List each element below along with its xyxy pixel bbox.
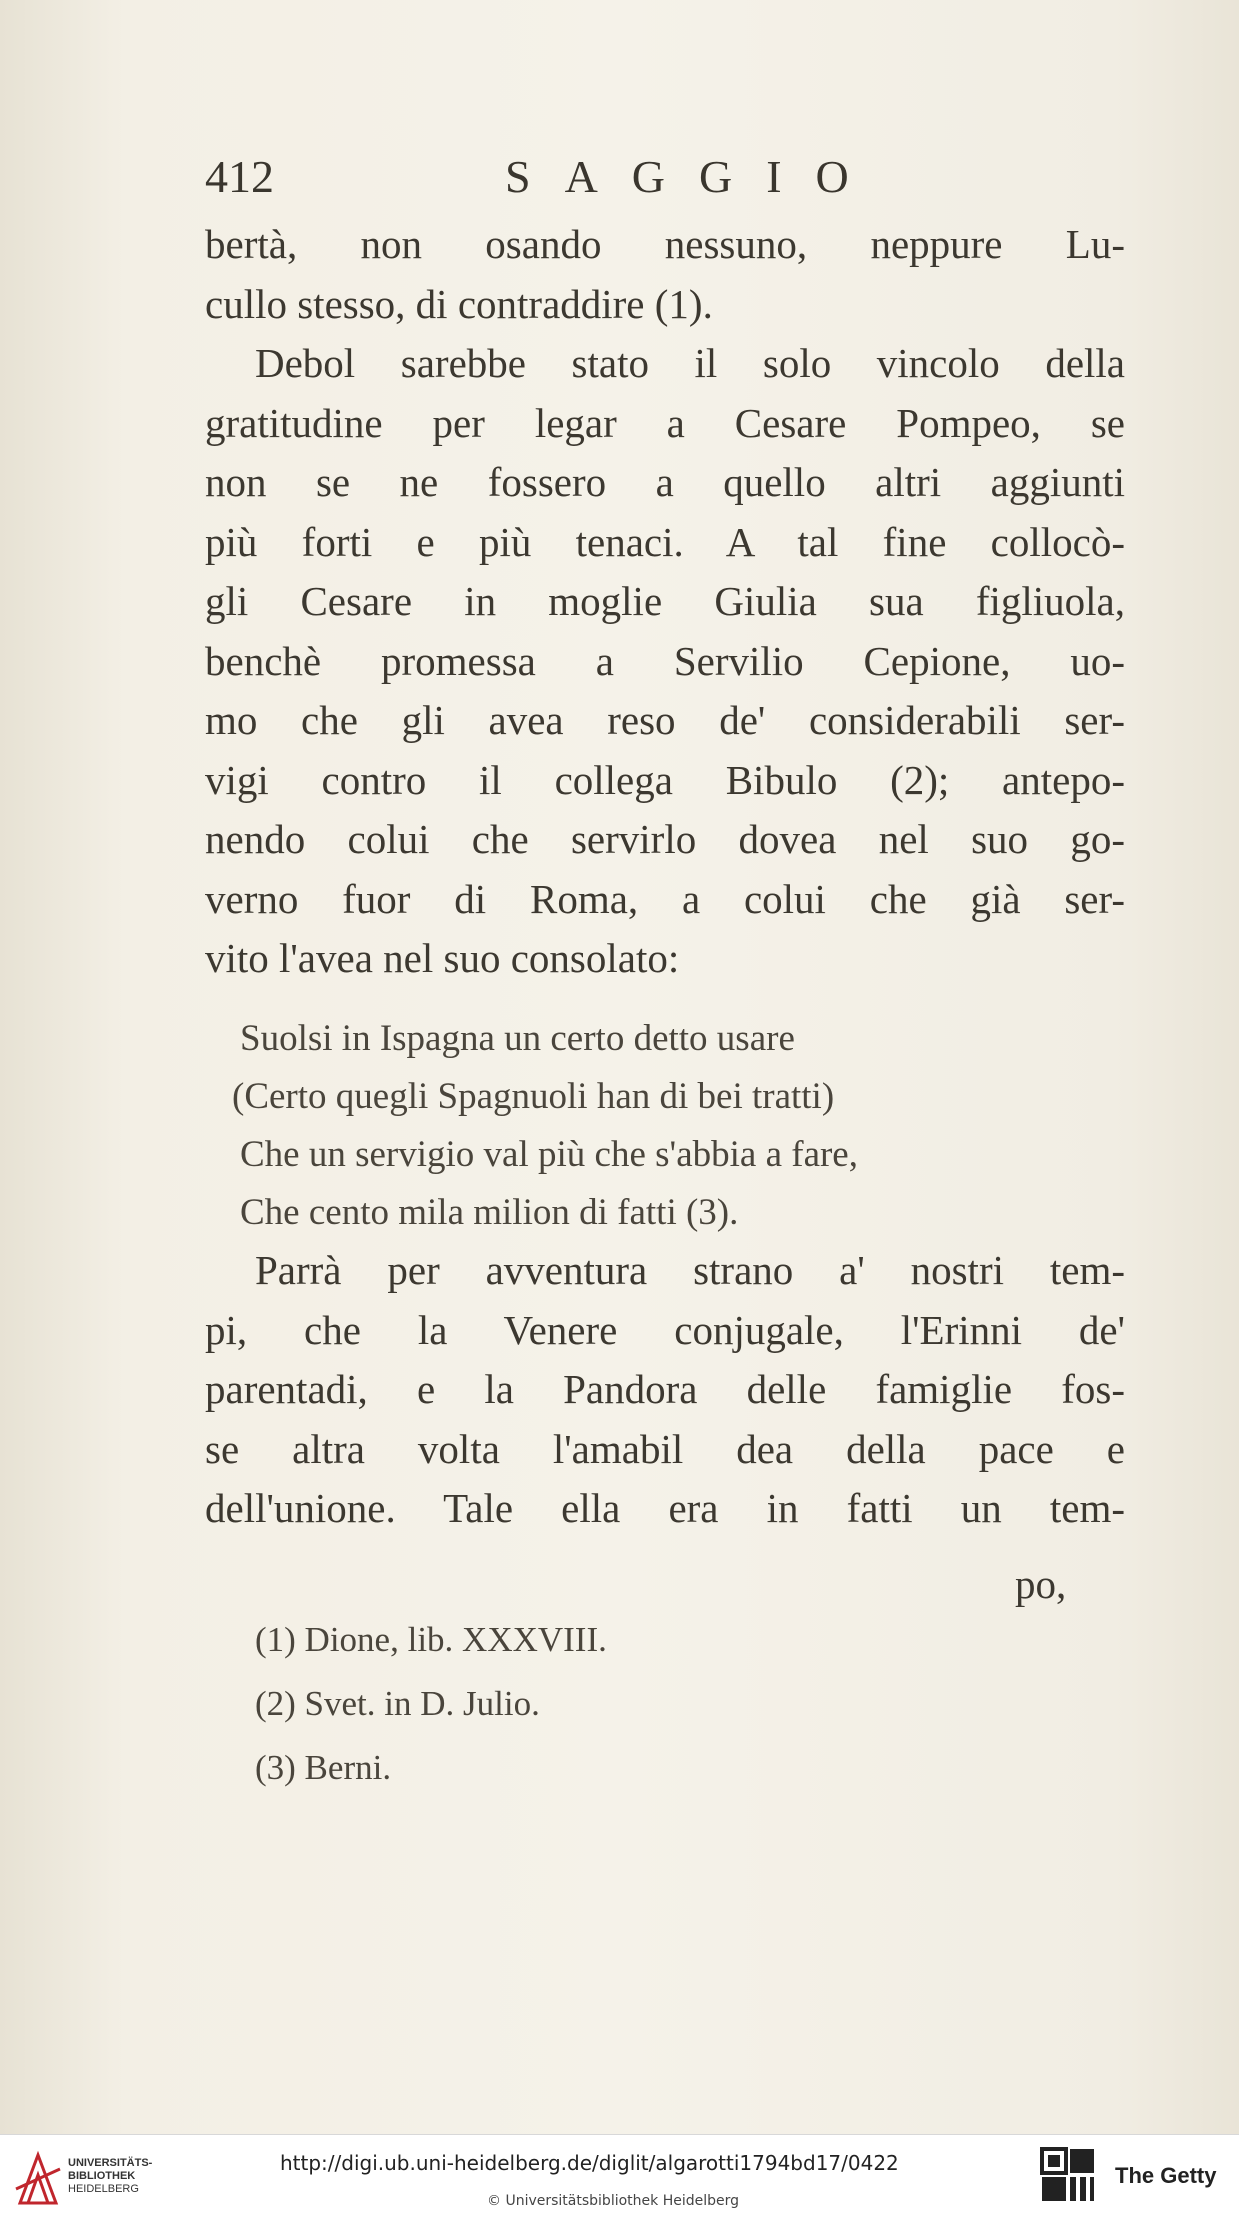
running-head: SAGGIO — [505, 151, 883, 202]
footnotes — [255, 1608, 607, 1800]
library-name-line: HEIDELBERG — [68, 2183, 139, 2195]
text-line: vigi contro il collega Bibulo (2); antepo- — [205, 756, 1125, 803]
text-line: se altra volta l'amabil dea della pace e — [205, 1425, 1125, 1472]
text-line: non se ne fossero a quello altri aggiunti — [205, 459, 1125, 505]
footnote: (3) Berni. — [255, 1748, 392, 1787]
text-line: Debol sarebbe stato il solo vincolo della — [255, 340, 1125, 386]
main-text — [205, 215, 1125, 989]
library-name — [68, 2157, 152, 2196]
page-number: 412 — [205, 151, 274, 202]
footnote: (1) Dione, lib. XXXVIII. — [255, 1620, 607, 1659]
verse-line: Che cento mila milion di fatti (3). — [240, 1192, 739, 1233]
getty-name: The Getty — [1115, 2163, 1217, 2188]
catchword: po, — [1015, 1561, 1067, 1607]
text-line: più forti e più tenaci. A tal fine collocò- — [205, 518, 1125, 565]
heidelberg-logo-icon[interactable] — [14, 2149, 62, 2209]
text-line: gratitudine per legar a Cesare Pompeo, se — [205, 399, 1125, 446]
viewer-footer — [0, 2134, 1239, 2224]
getty-logo-icon[interactable] — [1040, 2147, 1096, 2211]
text-line: parentadi, e la Pandora delle famiglie fos- — [205, 1366, 1125, 1412]
text-line: dell'unione. Tale ella era in fatti un tem- — [205, 1485, 1125, 1531]
library-name-line: UNIVERSITÄTS- — [68, 2157, 153, 2169]
text-line: Parrà per avventura strano a' nostri tem- — [255, 1247, 1125, 1293]
footnote: (2) Svet. in D. Julio. — [255, 1684, 540, 1723]
verse-line: Che un servigio val più che s'abbia a fare, — [240, 1134, 858, 1175]
text-line: cullo stesso, di contraddire (1). — [205, 280, 713, 327]
text-line: vito l'avea nel suo consolato: — [205, 935, 680, 981]
main-text-continued — [205, 1240, 1125, 1538]
text-line: benchè promessa a Servilio Cepione, uo- — [205, 637, 1125, 684]
page-permalink[interactable]: http://digi.ub.uni-heidelberg.de/diglit/algarotti1794bd17/0422 — [280, 2151, 899, 2175]
text-line: verno fuor di Roma, a colui che già ser- — [205, 875, 1125, 922]
verse-line: (Certo quegli Spagnuoli han di bei tratti) — [232, 1076, 835, 1117]
verse-quote — [232, 1010, 858, 1242]
text-line: nendo colui che servirlo dovea nel suo go- — [205, 816, 1125, 862]
text-line: mo che gli avea reso de' considerabili ser- — [205, 697, 1125, 743]
library-name-line: BIBLIOTHEK — [68, 2170, 136, 2182]
text-line: bertà, non osando nessuno, neppure Lu- — [205, 221, 1125, 267]
page-header — [205, 150, 1135, 210]
verse-line: Suolsi in Ispagna un certo detto usare — [240, 1018, 795, 1059]
copyright-notice: © Universitätsbibliothek Heidelberg — [487, 2193, 740, 2209]
text-line: pi, che la Venere conjugale, l'Erinni de' — [205, 1306, 1125, 1353]
text-line: gli Cesare in moglie Giulia sua figliuola, — [205, 578, 1125, 624]
